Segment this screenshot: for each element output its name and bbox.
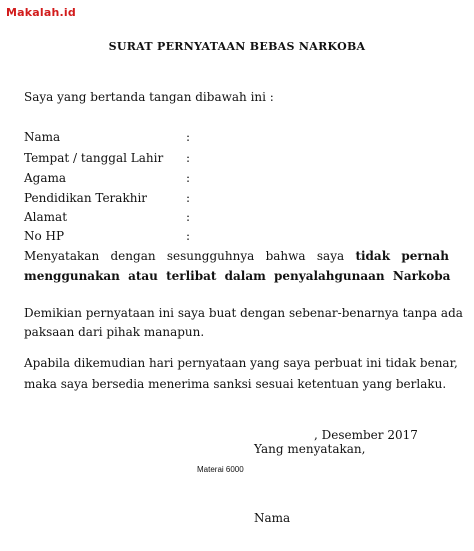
signature-date: , Desember 2017 (314, 428, 418, 442)
paragraph-3-line-1: Apabila dikemudian hari pernyataan yang saya perbuat ini tidak benar, (24, 356, 458, 370)
paragraph-2-line-2: paksaan dari pihak manapun. (24, 325, 205, 339)
statement-bold-word: menggunakan (24, 269, 120, 283)
signature-declarant: Yang menyatakan, (254, 442, 366, 456)
field-label-tempat-tanggal-lahir: Tempat / tanggal Lahir (24, 151, 164, 165)
field-label-agama: Agama (24, 171, 67, 185)
field-colon: : (186, 229, 191, 243)
field-colon: : (186, 171, 191, 185)
field-colon: : (186, 130, 191, 144)
paragraph-2-line-1: Demikian pernyataan ini saya buat dengan sebenar-benarnya tanpa ada (24, 306, 463, 320)
site-logo: Makalah.id (6, 6, 76, 19)
field-colon: : (186, 151, 191, 165)
statement-word: Menyatakan (24, 249, 100, 263)
statement-bold-word: tidak (355, 249, 391, 263)
field-colon: : (186, 210, 191, 224)
statement-bold-word: atau (128, 269, 158, 283)
statement-word: bahwa (265, 249, 306, 263)
statement-line-1 (24, 249, 449, 263)
stamp-duty-label: Materai 6000 (197, 465, 244, 474)
field-label-nama: Nama (24, 130, 61, 144)
document-title: SURAT PERNYATAAN BEBAS NARKOBA (108, 40, 366, 53)
field-label-no-hp: No HP (24, 229, 65, 243)
field-label-pendidikan: Pendidikan Terakhir (24, 191, 148, 205)
intro-text: Saya yang bertanda tangan dibawah ini : (24, 90, 274, 104)
statement-bold-word: pernah (401, 249, 449, 263)
field-label-alamat: Alamat (24, 210, 68, 224)
statement-word: sesungguhnya (166, 249, 255, 263)
statement-word: saya (316, 249, 345, 263)
statement-line-2 (24, 269, 449, 283)
signature-name: Nama (254, 511, 291, 525)
paragraph-3-line-2: maka saya bersedia menerima sanksi sesuai ketentuan yang berlaku. (24, 377, 447, 391)
statement-bold-word: Narkoba (392, 269, 451, 283)
statement-bold-word: terlibat dalam penyalahgunaan (166, 269, 385, 283)
statement-word: dengan (110, 249, 156, 263)
field-colon: : (186, 191, 191, 205)
